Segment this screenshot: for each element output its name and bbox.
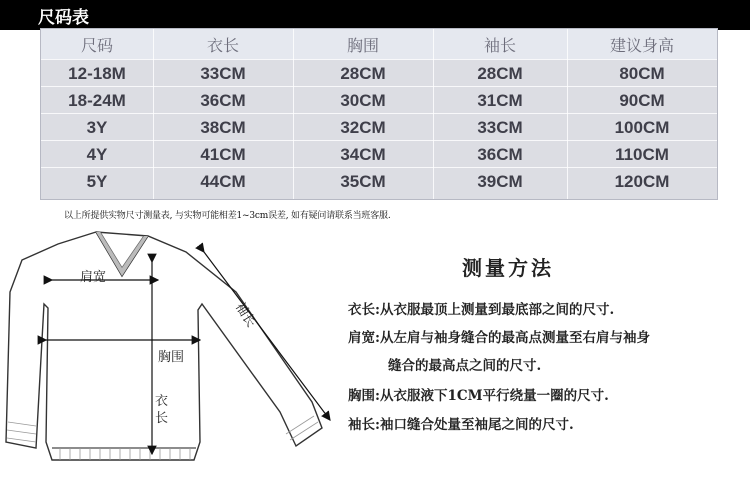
size-cell: 12-18M — [68, 64, 126, 83]
chest-cell: 32CM — [340, 118, 386, 137]
table-row — [41, 168, 717, 196]
length-cell: 33CM — [200, 64, 246, 83]
table-divider — [433, 29, 434, 199]
size-cell: 4Y — [86, 145, 108, 164]
length-label-top: 衣 — [155, 394, 169, 409]
length-cell: 36CM — [200, 91, 246, 110]
column-header-length: 衣长 — [206, 35, 239, 55]
method-line-chest: 胸围:从衣服液下1CM平行绕量一圈的尺寸. — [348, 388, 609, 404]
header-title: 尺码表 — [38, 8, 89, 28]
table-row — [41, 141, 717, 169]
length-cell: 41CM — [200, 145, 246, 164]
size-table — [40, 28, 718, 200]
height-cell: 90CM — [619, 91, 665, 110]
method-line-shoulder-cont: 缝合的最高点之间的尺寸. — [388, 358, 542, 374]
shoulder-label: 肩宽 — [80, 270, 107, 285]
method-line-shoulder: 肩宽:从左肩与袖身缝合的最高点测量至右肩与袖身 — [348, 330, 650, 346]
table-row — [41, 87, 717, 115]
sleeve-cell: 36CM — [477, 145, 523, 164]
height-cell: 120CM — [614, 172, 670, 191]
table-divider — [41, 86, 717, 87]
size-note: 以上所提供实物尺寸测量表, 与实物可能相差1~3cm误差, 如有疑问请联系当班客服. — [64, 211, 391, 221]
table-divider — [293, 29, 294, 199]
table-divider — [41, 113, 717, 114]
method-line-length: 衣长:从衣服最顶上测量到最底部之间的尺寸. — [348, 302, 615, 318]
size-cell: 18-24M — [68, 91, 126, 110]
chest-cell: 35CM — [340, 172, 386, 191]
sleeve-cell: 31CM — [477, 91, 523, 110]
table-divider — [41, 167, 717, 168]
length-cell: 38CM — [200, 118, 246, 137]
table-header-row — [41, 29, 717, 59]
chest-cell: 34CM — [340, 145, 386, 164]
column-header-height: 建议身高 — [609, 35, 674, 55]
table-divider — [41, 59, 717, 60]
column-header-sleeve: 袖长 — [483, 35, 516, 55]
chest-cell: 28CM — [340, 64, 386, 83]
column-header-chest: 胸围 — [346, 35, 379, 55]
sleeve-label: 袖长 — [231, 300, 259, 331]
length-cell: 44CM — [200, 172, 246, 191]
sleeve-cell: 33CM — [477, 118, 523, 137]
size-cell: 5Y — [86, 172, 108, 191]
header-bar — [0, 0, 750, 30]
table-divider — [153, 29, 154, 199]
table-divider — [41, 140, 717, 141]
height-cell: 80CM — [619, 64, 665, 83]
sleeve-cell: 28CM — [477, 64, 523, 83]
chest-label: 胸围 — [158, 350, 185, 365]
length-label-bottom: 长 — [155, 411, 169, 426]
table-divider — [567, 29, 568, 199]
column-header-size: 尺码 — [80, 35, 113, 55]
height-cell: 110CM — [615, 145, 669, 164]
table-row — [41, 60, 717, 88]
sleeve-cell: 39CM — [477, 172, 523, 191]
size-cell: 3Y — [86, 118, 108, 137]
height-cell: 100CM — [614, 118, 670, 137]
table-row — [41, 114, 717, 142]
hem-ribbing — [60, 448, 190, 460]
chest-cell: 30CM — [340, 91, 386, 110]
method-title: 测量方法 — [462, 256, 554, 280]
method-line-sleeve: 袖长:袖口缝合处量至袖尾之间的尺寸. — [348, 417, 574, 433]
